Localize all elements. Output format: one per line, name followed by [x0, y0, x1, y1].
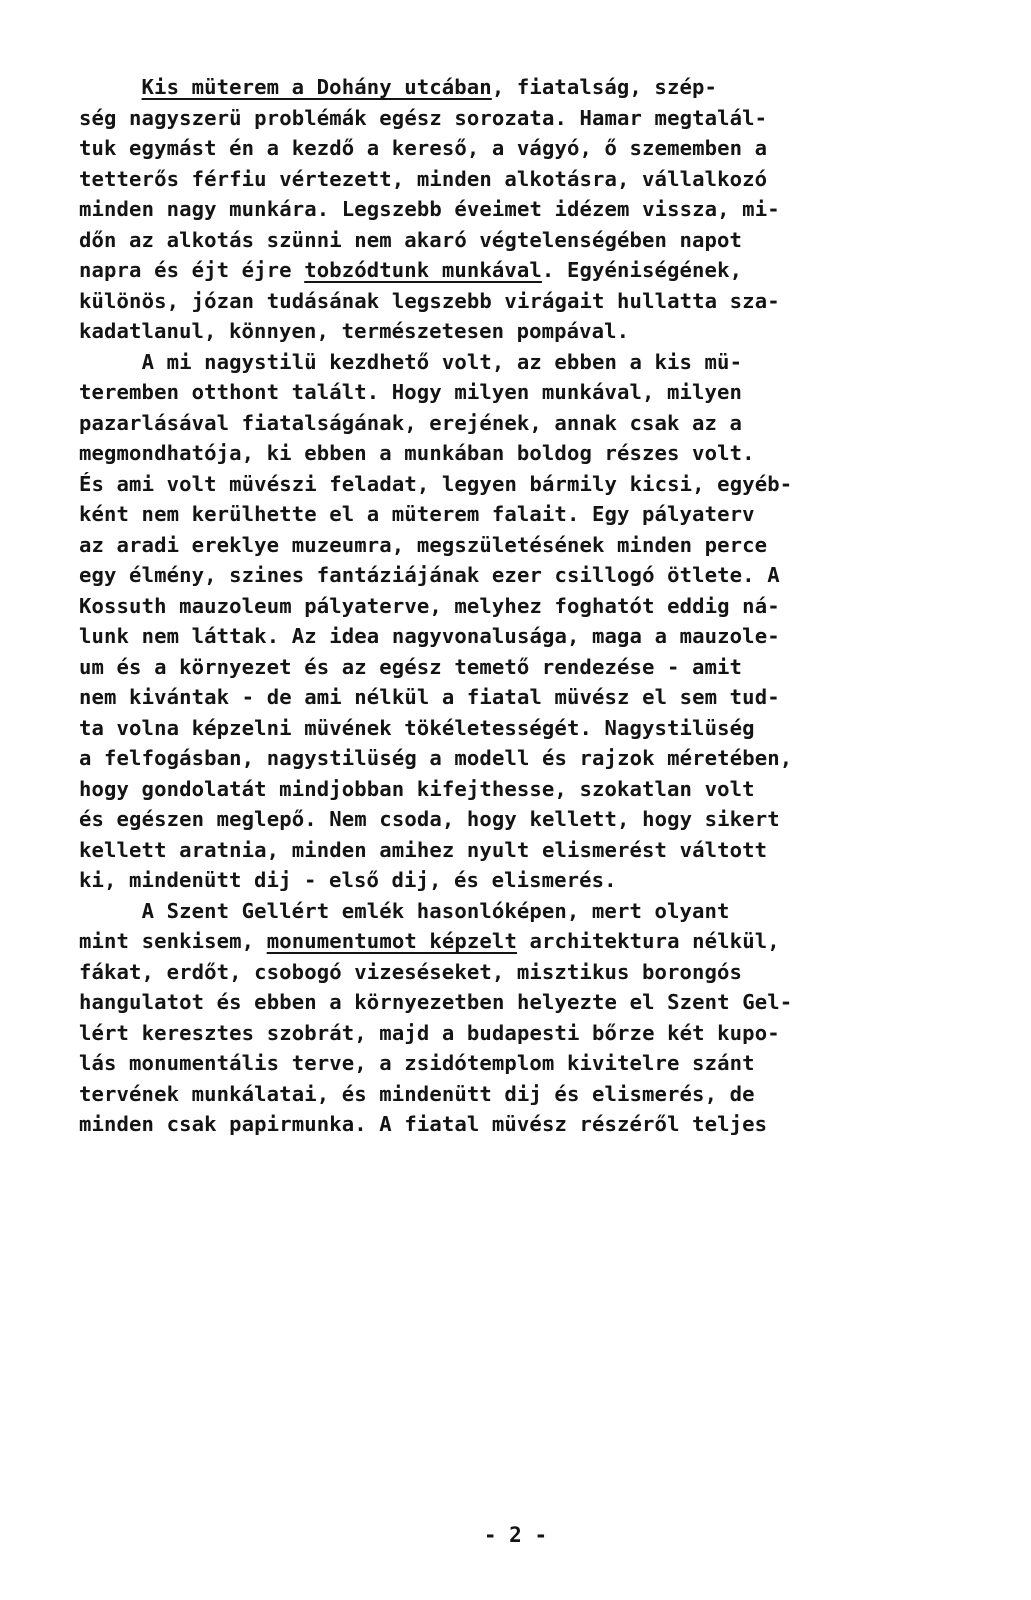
line-text: megmondhatója, ki ebben a munkában boldog részes volt.	[79, 441, 755, 465]
line-text: A Szent Gellért emlék hasonlóképen, mert olyant	[141, 898, 730, 923]
text-line	[79, 1109, 959, 1140]
line-text: Kossuth mauzoleum pályaterve, melyhez foghatót eddig ná-	[79, 593, 780, 618]
line-text: és egészen meglepő. Nem csoda, hogy kellett, hogy sikert	[79, 807, 780, 831]
line-text: egy élmény, szines fantáziájának ezer csillogó ötlete. A	[79, 563, 780, 587]
text-line	[79, 499, 959, 530]
line-text: architektura nélkül,	[516, 929, 780, 953]
text-line	[79, 926, 959, 957]
text-line	[79, 835, 959, 866]
text-line	[79, 865, 959, 896]
underlined-text: monumentumot képzelt	[266, 929, 517, 953]
text-line	[79, 713, 959, 744]
line-text: , fiatalság, szép-	[491, 75, 717, 99]
line-text: A mi nagystilü kezdhető volt, az ebben a kis mü-	[141, 349, 743, 374]
line-text: . Egyéniségének,	[541, 258, 743, 282]
text-line	[79, 804, 959, 835]
line-text: hangulatot és ebben a környezetben helyezte el Szent Gel-	[79, 990, 793, 1014]
text-line	[79, 743, 959, 774]
line-text: tetterős férfiu vértezett, minden alkotásra, vállalkozó	[79, 166, 768, 191]
body-text	[79, 72, 959, 1140]
underlined-text: Kis müterem a Dohány utcában	[141, 75, 492, 99]
line-text: dőn az alkotás szünni nem akaró végtelenségében napot	[79, 227, 743, 252]
text-line	[79, 194, 959, 225]
line-text: ség nagyszerü problémák egész sorozata. Hamar megtalál-	[79, 105, 768, 130]
text-line	[79, 896, 959, 927]
text-line	[79, 377, 959, 408]
line-text: ki, mindenütt dij - első dij, és elismerés.	[79, 868, 617, 892]
line-text: ta volna képzelni müvének tökéletességét. Nagystilüség	[79, 715, 755, 740]
text-line	[79, 438, 959, 469]
line-text: hogy gondolatát mindjobban kifejthesse, szokatlan volt	[79, 776, 755, 801]
text-line	[79, 316, 959, 347]
text-line	[79, 408, 959, 439]
line-text: mint senkisem,	[79, 929, 267, 953]
text-line	[79, 682, 959, 713]
text-line	[79, 987, 959, 1018]
text-line	[79, 774, 959, 805]
line-text: kellett aratnia, minden amihez nyult elismerést váltott	[79, 837, 768, 862]
text-line	[79, 1048, 959, 1079]
text-line	[79, 72, 959, 103]
line-text: fákat, erdőt, csobogó vizeséseket, misztikus borongós	[79, 959, 743, 984]
text-line	[79, 255, 959, 286]
line-text: napra és éjt éjre	[79, 258, 305, 282]
text-line	[79, 469, 959, 500]
line-text: um és a környezet és az egész temető rendezése - amit	[79, 654, 743, 679]
indent	[79, 899, 142, 923]
text-line	[79, 164, 959, 195]
line-text: az aradi ereklye muzeumra, megszületésének minden perce	[79, 532, 768, 557]
line-text: nem kivántak - de ami nélkül a fiatal müvész el sem tud-	[79, 685, 780, 709]
line-text: És ami volt müvészi feladat, legyen bármily kicsi, egyéb-	[79, 471, 793, 496]
text-line	[79, 530, 959, 561]
text-line	[79, 103, 959, 134]
line-text: pazarlásával fiatalságának, erejének, annak csak az a	[79, 410, 743, 435]
text-line	[79, 225, 959, 256]
line-text: lért keresztes szobrát, majd a budapesti bőrze két kupo-	[79, 1020, 780, 1045]
indent	[79, 350, 142, 374]
text-line	[79, 286, 959, 317]
text-line	[79, 347, 959, 378]
underlined-text: tobzódtunk munkával	[304, 258, 542, 282]
line-text: tervének munkálatai, és mindenütt dij és elismerés, de	[79, 1081, 755, 1106]
line-text: minden nagy munkára. Legszebb éveimet idézem vissza, mi-	[79, 197, 780, 221]
line-text: lunk nem láttak. Az idea nagyvonalusága, maga a mauzole-	[79, 624, 780, 648]
text-line	[79, 1018, 959, 1049]
text-line	[79, 560, 959, 591]
line-text: különös, józan tudásának legszebb virágait hullatta sza-	[79, 288, 780, 313]
line-text: lás monumentális terve, a zsidótemplom kivitelre szánt	[79, 1051, 755, 1075]
text-line	[79, 652, 959, 683]
line-text: ként nem kerülhette el a müterem falait. Egy pályaterv	[79, 502, 755, 526]
line-text: tuk egymást én a kezdő a kereső, a vágyó, ő szememben a	[79, 136, 768, 160]
page-number: - 2 -	[483, 1523, 548, 1547]
text-line	[79, 621, 959, 652]
line-text: a felfogásban, nagystilüség a modell és rajzok méretében,	[79, 746, 793, 770]
line-text: minden csak papirmunka. A fiatal müvész részéről teljes	[79, 1112, 768, 1136]
text-line	[79, 591, 959, 622]
text-line	[79, 133, 959, 164]
text-line	[79, 957, 959, 988]
text-line	[79, 1079, 959, 1110]
line-text: kadatlanul, könnyen, természetesen pompával.	[79, 319, 630, 343]
indent	[79, 75, 142, 99]
line-text: teremben otthont talált. Hogy milyen munkával, milyen	[79, 380, 743, 404]
